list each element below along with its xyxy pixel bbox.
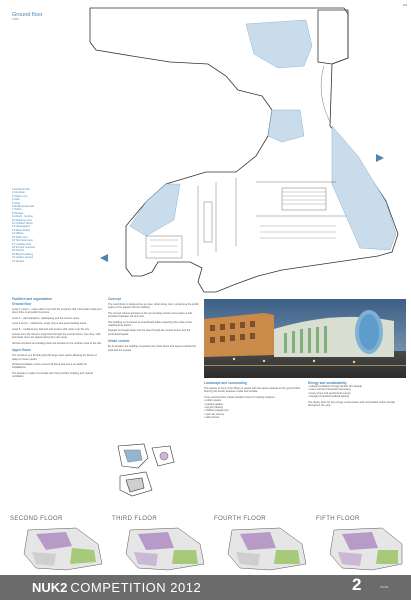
legend-item: 11 Children library xyxy=(12,222,33,226)
legend-item: 19 Archive xyxy=(12,249,25,253)
paragraph: The new library is designed as an open urban living room, continuing the public space of the square into the building. xyxy=(108,303,199,310)
fourth-floor-plan xyxy=(228,528,306,570)
bullet-item: • children playground xyxy=(204,409,229,413)
third-floor-plan xyxy=(126,528,204,570)
legend-item: 6 Multipurpose hall xyxy=(12,205,34,209)
paragraph: Service entrance and loading dock are located on the northern side of the site. xyxy=(12,341,102,345)
third-floor-label: THIRD FLOOR xyxy=(112,516,158,522)
second-floor-label: SECOND FLOOR xyxy=(10,516,63,522)
paragraph: Trees and benches create shaded zones for reading outdoors. xyxy=(204,395,276,399)
fifth-floor-label: FIFTH FLOOR xyxy=(316,516,360,522)
col1-heading-upper: Upper floors xyxy=(12,348,31,353)
paragraph: Daylight is brought deep into the plan through the central atrium and the perforated façade. xyxy=(108,329,191,336)
col1-heading: Facilities and organization xyxy=(12,297,53,301)
legend-item: 8 Storage xyxy=(12,211,24,215)
legend-item: 16 Technical room xyxy=(12,239,34,243)
legend-item: 10 Reading room xyxy=(12,218,32,222)
paragraph: Level 3 and 4 – collections, study rooms and quiet reading areas. xyxy=(12,322,87,326)
ground-floor-legend xyxy=(12,188,35,263)
paragraph: The building is conceived as a landmark while respecting the scale of the neighbouring blocks. xyxy=(108,320,192,328)
bullet-item: • natural ventilation through double skin façade xyxy=(308,385,362,388)
ground-floor-plan xyxy=(86,6,402,296)
bullet-item: • daylight controlled artificial lighting xyxy=(308,395,349,399)
bullet-item: • public square xyxy=(204,399,222,403)
legend-item: 17 Loading dock xyxy=(12,242,32,246)
paragraph: The façade is made of a double skin that provides shading and natural ventilation. xyxy=(12,371,93,379)
legend-item: 4 Café xyxy=(12,198,20,202)
plan-zone-atrium xyxy=(268,110,304,142)
text-column-1 xyxy=(12,297,102,379)
fifth-floor-plan xyxy=(330,528,402,570)
paragraph: The structure is a flexible grid with large open spans allowing the library to adapt to future needs. xyxy=(12,354,97,361)
col2-heading-urban: Urban context xyxy=(108,339,130,344)
paragraph: The library aims for low energy consumption and comfortable indoor climate throughout the year. xyxy=(308,400,396,408)
paragraph: Level 2 – administration, cataloguing and the service spine. xyxy=(12,316,81,320)
col2-heading: Concept xyxy=(108,297,121,301)
footer-title-rest: COMPETITION 2012 xyxy=(70,579,202,595)
footer-title xyxy=(32,577,201,597)
page-number-top: 2/3 xyxy=(402,3,407,7)
text-column-2 xyxy=(108,297,200,352)
bullet-item: • green roof and rainwater harvesting xyxy=(308,388,351,392)
legend-item: 21 Garden access xyxy=(12,256,34,260)
legend-item: 20 Bicycle parking xyxy=(12,252,34,256)
col1-subheading: Ground floor xyxy=(12,302,32,306)
bullet-item: • heat pumps and geothermal energy xyxy=(308,391,351,395)
text-column-3 xyxy=(204,381,302,420)
legend-item: 13 Music library xyxy=(12,228,31,232)
ground-floor-title: Ground floor xyxy=(12,12,43,18)
sheet-number: 2 xyxy=(352,575,362,594)
site-diagrams xyxy=(112,440,202,500)
legend-item: 7 Toilets xyxy=(12,208,22,212)
paragraph: Access from the street is organized through the central atrium; the shop, café and cloak room are placed along the main route. xyxy=(12,333,101,340)
footer-title-bold: NUK2 xyxy=(32,579,68,595)
paragraph: Level 5 – multipurpose hall and roof terrace with views over the city. xyxy=(12,327,90,331)
legend-item: 18 Service entrance xyxy=(12,245,36,249)
bullet-item: • reading garden xyxy=(204,402,224,406)
legend-item: 3 Cloak room xyxy=(12,194,28,198)
bullet-item: • café terrace xyxy=(204,416,220,420)
ground-floor-scale: 1:500 xyxy=(12,18,19,21)
bullet-item: • open air cinema xyxy=(204,412,225,416)
paragraph: By its location the building completes the urban block and opens towards the park and the square. xyxy=(108,345,196,352)
paragraph: Level 1 (main) – main public zone with the entrance hall, information desk and direct links to all public functions. xyxy=(12,308,102,315)
paragraph: The curved volume answers to the surrounding streets and creates a soft transition between old and new. xyxy=(108,311,192,319)
legend-item: 14 Offices xyxy=(12,232,24,236)
entry-code: 78245 xyxy=(380,585,389,589)
legend-item: 1 Entrance hall xyxy=(12,188,30,191)
ground-floor-heading xyxy=(12,12,43,21)
text-column-4 xyxy=(308,381,404,407)
upper-floor-plans xyxy=(6,524,406,574)
bullet-item: • bicycle parking xyxy=(204,406,223,410)
second-floor-plan xyxy=(24,528,102,570)
col3-heading: Landscape and surrounding xyxy=(204,381,247,385)
legend-item: 9 Library - lending xyxy=(12,215,33,219)
exterior-rendering xyxy=(204,299,406,378)
fourth-floor-label: FOURTH FLOOR xyxy=(214,516,267,522)
paragraph: Vertical circulation cores connect all floors and serve as shafts for installations. xyxy=(12,363,88,370)
paragraph: The square in front of the library is paved with the same material as the ground floor, blurring the border between inside and outside. xyxy=(204,387,301,394)
col4-heading: Energy and sustainability xyxy=(308,381,347,385)
legend-item: 12 Newspapers xyxy=(12,225,31,229)
legend-item: 22 Terrace xyxy=(12,259,25,263)
legend-item: 15 Staff room xyxy=(12,235,28,239)
legend-item: 2 Info desk xyxy=(12,191,25,195)
legend-item: 5 Shop xyxy=(12,201,21,205)
